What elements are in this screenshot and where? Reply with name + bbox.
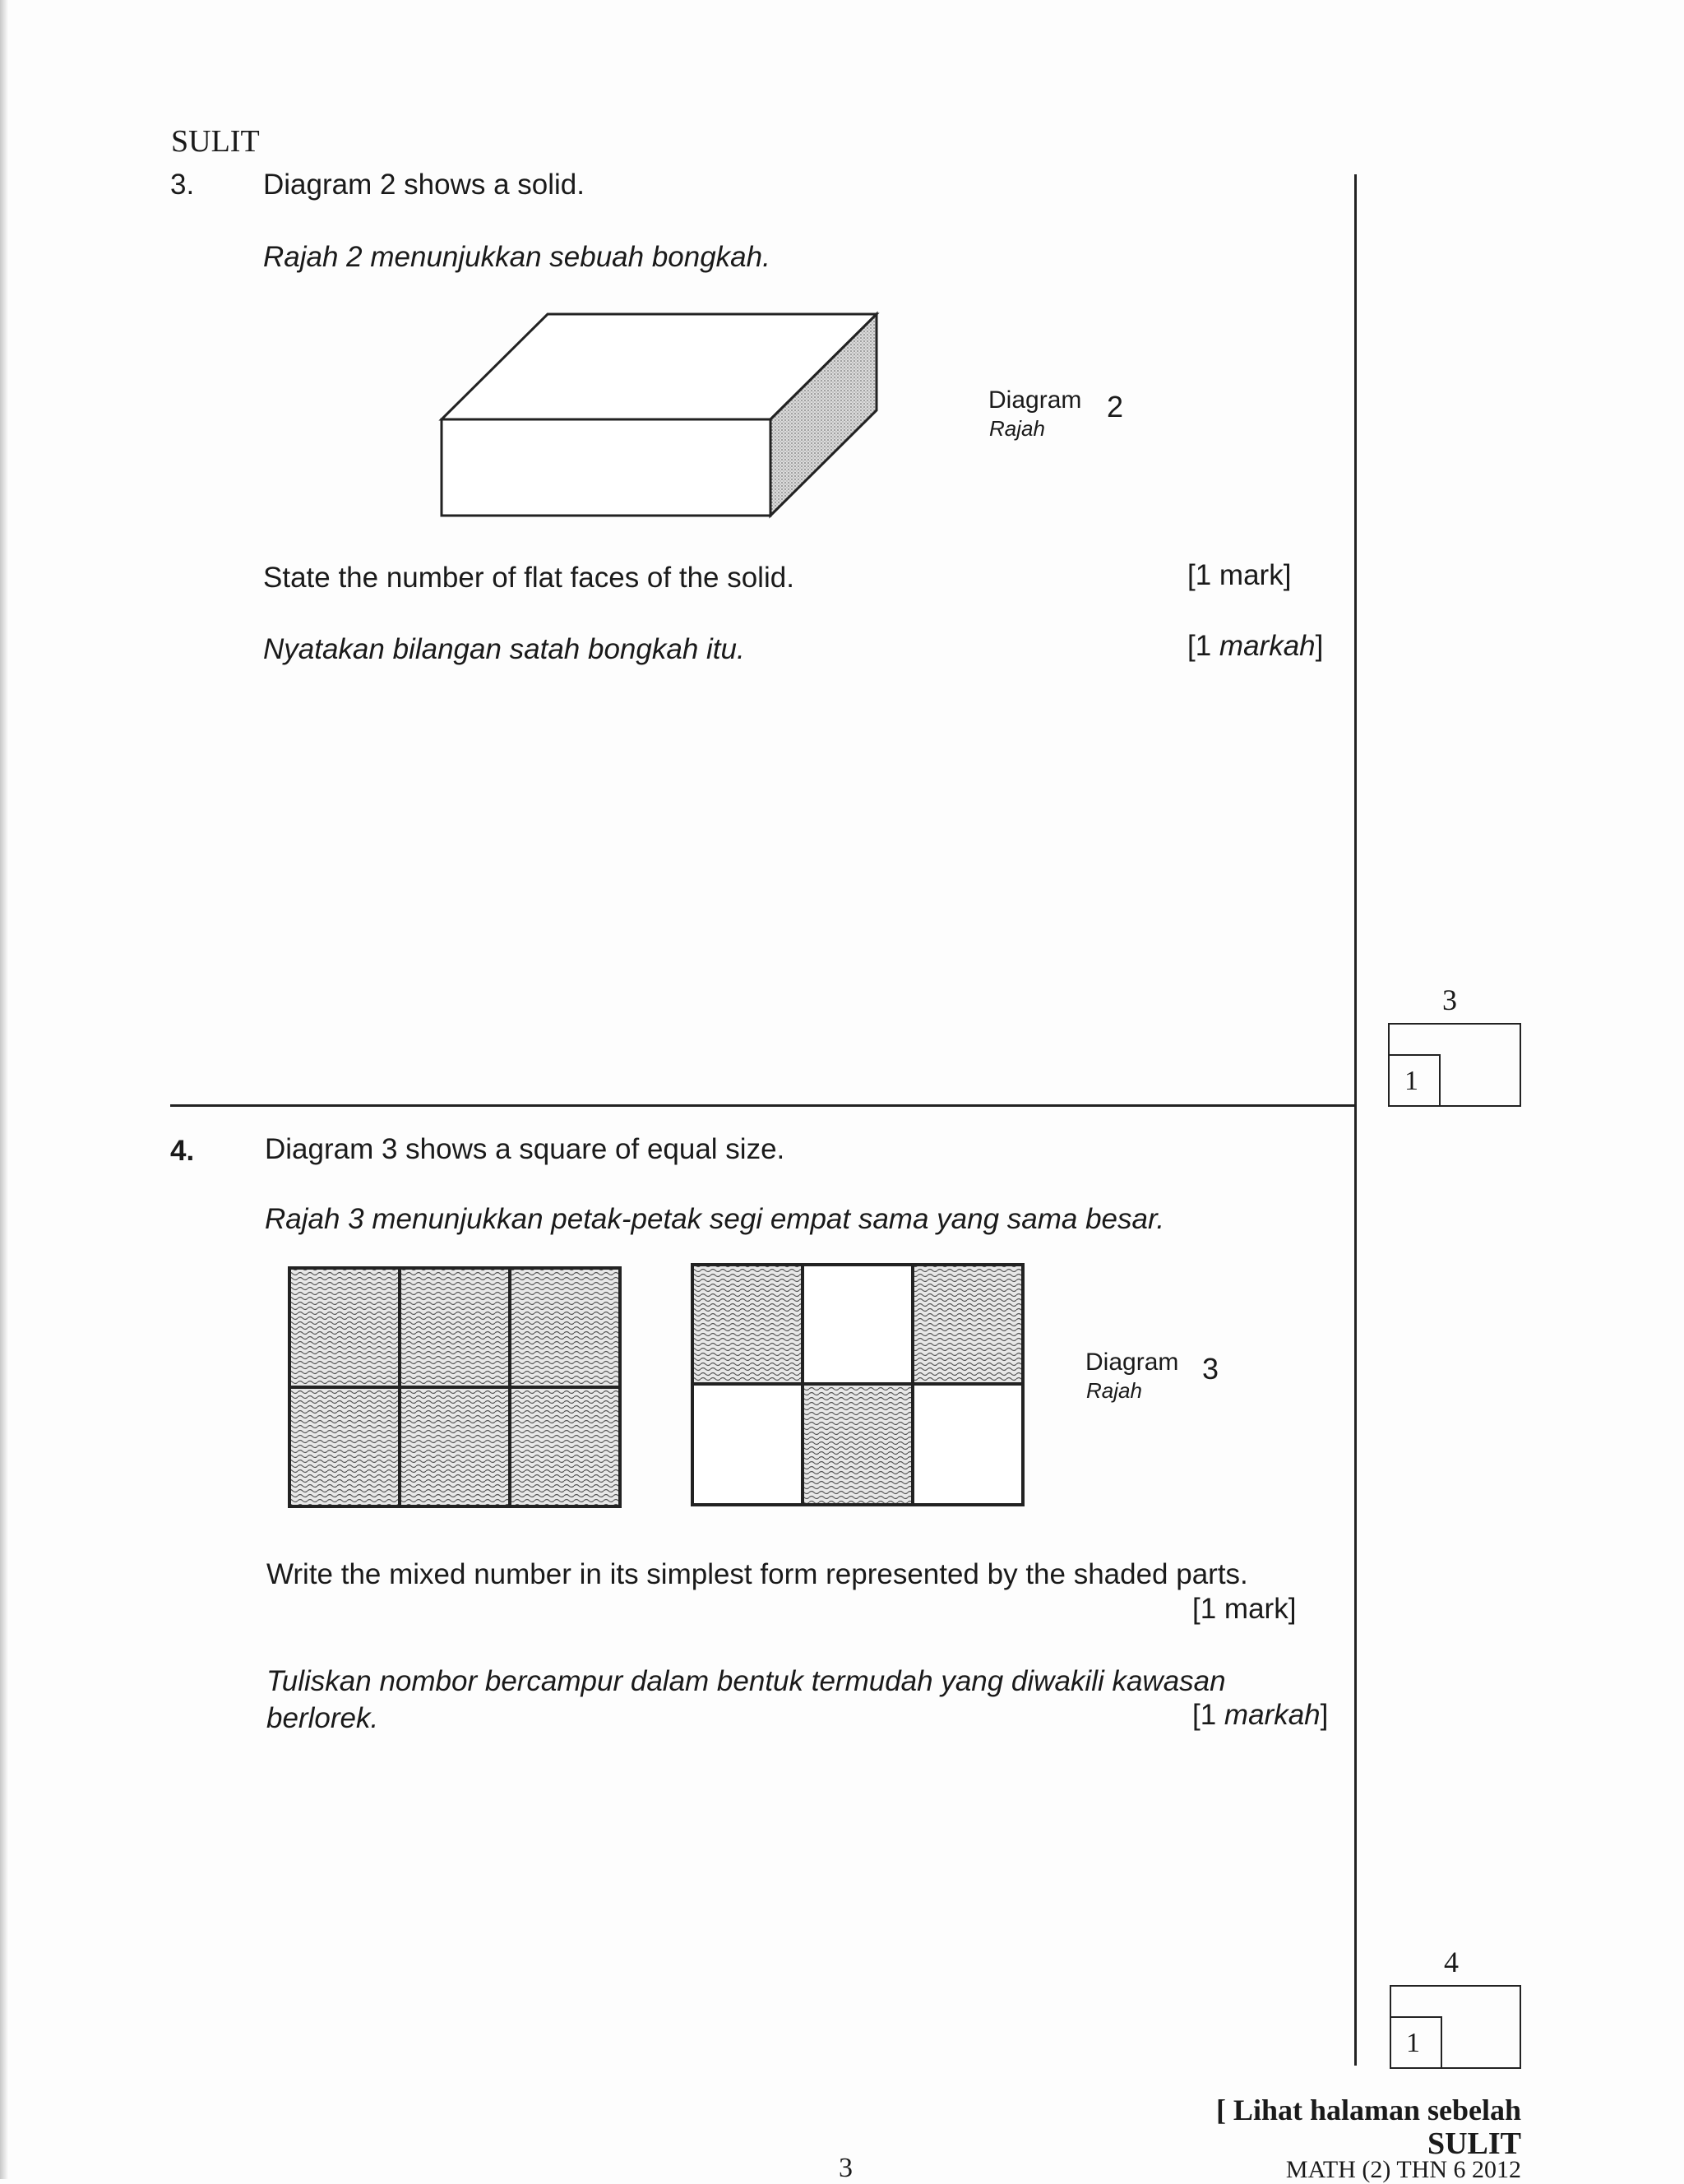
q4-mark-ms: [1 markah] <box>1192 1699 1329 1731</box>
q4-text-en: Diagram 3 shows a square of equal size. <box>265 1133 785 1165</box>
margin-divider <box>1354 174 1357 2066</box>
q3-diagram-label: Diagram <box>988 386 1082 414</box>
q4-grid-right <box>691 1263 1028 1508</box>
q3-cuboid-diagram <box>436 311 880 526</box>
q3-score-value: 1 <box>1404 1066 1418 1096</box>
footer-paper-code: MATH (2) THN 6 2012 <box>1285 2156 1521 2183</box>
q3-text-en: Diagram 2 shows a solid. <box>263 169 585 201</box>
q4-score-box[interactable] <box>1390 1985 1521 2069</box>
header-classification: SULIT <box>171 124 260 159</box>
q3-score-qnum: 3 <box>1442 983 1457 1016</box>
q3-text-ms: Rajah 2 menunjukkan sebuah bongkah. <box>263 241 770 273</box>
question-separator <box>170 1104 1357 1107</box>
q4-diagram-label-ms: Rajah <box>1086 1378 1142 1403</box>
footer-page-number: 3 <box>839 2153 853 2183</box>
q4-score-qnum: 4 <box>1444 1946 1459 1978</box>
scan-edge-shadow <box>0 0 8 2179</box>
q4-prompt-ms-line2: berlorek. <box>266 1702 379 1734</box>
q3-diagram-number: 2 <box>1107 390 1124 423</box>
q3-diagram-label-ms: Rajah <box>989 416 1045 441</box>
q4-prompt-en: Write the mixed number in its simplest form represented by the shaded parts. <box>266 1558 1248 1590</box>
q4-mark-en: [1 mark] <box>1192 1593 1297 1625</box>
footer-classification: SULIT <box>1427 2126 1521 2161</box>
q3-mark-en: [1 mark] <box>1187 559 1292 591</box>
q4-grid-left <box>288 1266 625 1510</box>
q3-prompt-en: State the number of flat faces of the solid. <box>263 562 794 594</box>
q4-diagram-label: Diagram <box>1085 1349 1179 1376</box>
q3-prompt-ms: Nyatakan bilangan satah bongkah itu. <box>263 633 745 665</box>
q4-text-ms: Rajah 3 menunjukkan petak-petak segi empat sama yang sama besar. <box>265 1203 1165 1235</box>
footer-next-page: [ Lihat halaman sebelah <box>1215 2094 1521 2126</box>
q3-number: 3. <box>170 169 195 201</box>
q4-diagram-number: 3 <box>1202 1352 1219 1386</box>
q3-score-box[interactable] <box>1388 1023 1521 1107</box>
q4-prompt-ms-line1: Tuliskan nombor bercampur dalam bentuk termudah yang diwakili kawasan <box>266 1665 1226 1697</box>
q4-number: 4. <box>170 1135 195 1167</box>
q4-score-value: 1 <box>1406 2028 1420 2058</box>
q3-mark-ms: [1 markah] <box>1187 630 1324 662</box>
